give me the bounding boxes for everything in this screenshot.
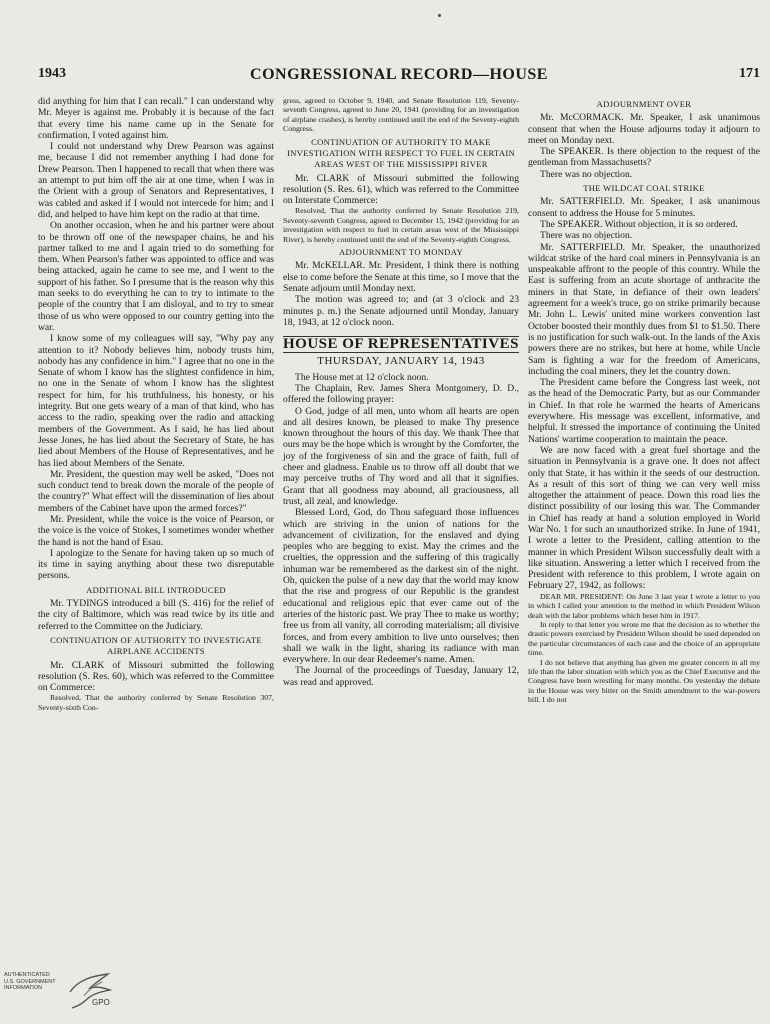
logo-line: INFORMATION xyxy=(4,985,43,991)
page-header xyxy=(38,66,760,86)
paragraph: Mr. CLARK of Missouri submitted the following resolution (S. Res. 60), which was referred to the Committee on Commerce: xyxy=(38,659,274,694)
paragraph: I could not understand why Drew Pearson was against me, because I did not remember anything I had done for Drew Pearson. Then I happened to recall that when there was an attempt to put him off the air at one time, when I was in the Orient with a group of Senators and Representatives, I was cabled and asked if I would not intercede for him; and I did, and helped to have him kept on the radio at that time. xyxy=(38,141,274,220)
resolution-text: gress, agreed to October 9, 1940, and Senate Resolution 119, Seventy-seventh Congress, agreed to June 20, 1941 (providing for an investigation of airplane crashes), is hereby continued until the end of the Seventy-eighth Congress. xyxy=(283,96,519,134)
section-heading: CONTINUATION OF AUTHORITY TO MAKE INVESTIGATION WITH RESPECT TO FUEL IN CERTAIN AREAS WEST OF THE MISSISSIPPI RIVER xyxy=(286,136,516,170)
session-date: THURSDAY, JANUARY 14, 1943 xyxy=(317,355,485,368)
paragraph: The SPEAKER. Is there objection to the request of the gentleman from Massachusetts? xyxy=(528,146,760,169)
paragraph: There was no objection. xyxy=(540,230,633,242)
gpo-authenticated-logo xyxy=(4,970,114,1012)
house-heading: HOUSE OF REPRESENTATIVES xyxy=(283,336,519,353)
header-title: CONGRESSIONAL RECORD—HOUSE xyxy=(250,66,548,83)
section-heading: CONTINUATION OF AUTHORITY TO INVESTIGATE AIRPLANE ACCIDENTS xyxy=(50,634,262,657)
resolution-text: Resolved, That the authority conferred by Senate Resolution 219, Seventy-seventh Congress, agreed to December 15, 1942 (providing for an investigation with respect to fuel in certain areas west of the Mississippi River), is hereby continued until the end of the Seventy-eighth Congress. xyxy=(283,206,519,244)
paragraph: On another occasion, when he and his partner were about to be thrown off one of the newspaper chains, he and his partner talked to me and I again tried to do something for them. When Pearson's father was appointed to office and was being attacked, again he came to see me, and I went to the support of his father. So I presume that is the reason why this man seeks to do everything he can to try to intimate to the people of the country that I am disloyal, and to try to smear those of us who were opposed to our country getting into the war. xyxy=(38,220,274,333)
section-heading: ADJOURNMENT TO MONDAY xyxy=(339,247,463,258)
section-heading: ADJOURNMENT OVER xyxy=(596,99,692,109)
logo-text xyxy=(4,972,56,992)
paragraph: The motion was agreed to; and (at 3 o'clock and 23 minutes p. m.) the Senate adjourned until Monday, January 18, 1943, at 12 o'clock noon. xyxy=(283,294,519,328)
paragraph: did anything for him that I can recall." I can understand why Mr. Meyer is against me. Probably it is because of the fact that every time his name came up in the Senate for confirmation, I voted against him. xyxy=(38,96,274,141)
paragraph: I apologize to the Senate for having taken up so much of its time in saying anything about these two disreputable persons. xyxy=(38,547,274,582)
column-2 xyxy=(283,96,519,688)
letter-text: I do not believe that anything has given me greater concern in all my life than the labor situation with which you as the Chief Executive and the Congress have been wrestling for many months. On yesterday the debate in the House was very bitter on the Smith amendment to the war-powers bill. I do not xyxy=(528,657,760,705)
printer-dot xyxy=(438,14,441,17)
paragraph: I know some of my colleagues will say, "Why pay any attention to it? Nobody believes him, nobody trusts him, nobody has any confidence in him." I agree that no one in the Senate of whom I know has the slightest confidence in him, no one in the Senate of whom I know has the slightest respect for him, for his truthfulness, his honesty, or his integrity. But one gets weary of a man of that kind, who has access to the radio, speaking over the radio and attacking members of the Government. As I said, he has lied about Jesse Jones, he has lied about the Secretary of State, he has lied about Members of the House of Representatives, and he has lied about Members of the Senate. xyxy=(38,333,274,469)
paragraph: Mr. TYDINGS introduced a bill (S. 416) for the relief of the city of Baltimore, which was read twice by its title and referred to the Committee on the Judiciary. xyxy=(38,598,274,632)
paragraph: Mr. CLARK of Missouri submitted the following resolution (S. Res. 61), which was referred to the Committee on Interstate Commerce: xyxy=(283,172,519,207)
logo-line: AUTHENTICATED xyxy=(4,972,50,978)
paragraph: The President came before the Congress last week, not as the head of the Democratic Party, but as our Commander in Chief. In that role he warmed the hearts of Americans everywhere. His message was excellent, informative, and helpful. It stressed the importance of continuing the United Nations' wartime cooperation to maintain the peace. xyxy=(528,377,760,445)
letter-text: DEAR MR. PRESIDENT: On June 3 last year I wrote a letter to you in which I called your attention to the method in which President Wilson dealt with the labor problems which beset him in 1917. xyxy=(528,591,760,620)
paragraph: We are now faced with a great fuel shortage and the situation in Pennsylvania is a grave one. It does not affect only that State, it has within it the seeds of our destruction. As a result of this sort of thing we can very well miss altogether the attainment of peace. Down this road lies the distinct possibility of our losing this war. The Commander in Chief has ready at hand a solution employed in World War No. 1 for such an unauthorized strike. In June of 1941, I wrote a letter to the President, calling attention to the manner in which President Wilson successfully dealt with a like situation. Answering a letter which I received from the President with reference to this problem, I wrote again on February 27, 1942, as follows: xyxy=(528,444,760,592)
gpo-mark: GPO xyxy=(92,998,110,1007)
column-3 xyxy=(528,96,760,705)
paragraph: The SPEAKER. Without objection, it is so ordered. xyxy=(540,218,738,230)
column-1 xyxy=(38,96,274,712)
paragraph: Mr. President, the question may well be asked, "Does not such conduct tend to break down the morale of the people of the country?" What effect will the dissemination of lies about members of the Cabinet have upon the armed forces?" xyxy=(38,468,274,514)
header-page-number: 171 xyxy=(739,66,760,81)
paragraph: Mr. McKELLAR. Mr. President, I think there is nothing else to come before the Senate at this time, so I move that the Senate adjourn until Monday next. xyxy=(283,260,519,294)
prayer-paragraph: O God, judge of all men, unto whom all hearts are open and all desires known, be pleased to make Thy presence known throughout the hours of this day. We thank Thee that ours may be the hope which is wrought by the Comforter, the joy of the forgiveness of sin and the grace of faith, full of cheer and gladness. Enable us to throw off all doubt that we may perceive truths of Thy word and all that it signifies. Grant that all goodness may abound, all graciousness, all trust, all zeal, and knowledge. xyxy=(283,405,519,507)
logo-line: U.S. GOVERNMENT xyxy=(4,978,56,985)
section-heading: ADDITIONAL BILL INTRODUCED xyxy=(86,584,226,595)
paragraph: Mr. SATTERFIELD. Mr. Speaker, I ask unanimous consent to address the House for 5 minutes. xyxy=(528,196,760,219)
paragraph: Mr. SATTERFIELD. Mr. Speaker, the unauthorized wildcat strike of the hard coal miners in Pennsylvania is an unspeakable affront to the people of this country. While the East is suffering from an acute shortage of anthracite the miners in that State, in defiance of their own leaders' agreement for a week's truce, go on strike primarily because Mr. John L. Lewis' united mine workers convention last October boosted their monthly dues from $1 to $1.50. There is no justification for such walk-out. In the lands of the Axis powers there are no strikes, but here at home, while Uncle Sam is fighting a war for the freedom of Americans, including the coal miners, they let the country down. xyxy=(528,241,760,377)
paragraph: The Journal of the proceedings of Tuesday, January 12, was read and approved. xyxy=(283,665,519,688)
section-heading: THE WILDCAT COAL STRIKE xyxy=(583,183,705,194)
resolution-text: Resolved, That the authority conferred by Senate Resolution 307, Seventy-sixth Con- xyxy=(38,693,274,712)
letter-text: In reply to that letter you wrote me that the decision as to whether the drastic powers exercised by President Wilson should be used depended on the particular circumstances of each case and the choice of an appropriate time. xyxy=(528,619,760,658)
paragraph: The Chaplain, Rev. James Shera Montgomery, D. D., offered the following prayer: xyxy=(283,383,519,406)
document-page xyxy=(38,66,760,1011)
paragraph: The House met at 12 o'clock noon. xyxy=(295,371,429,383)
paragraph: Mr. President, while the voice is the voice of Pearson, or the voice is the voice of Stokes, I sometimes wonder whether the hand is not the hand of Esau. xyxy=(38,513,274,548)
header-year: 1943 xyxy=(38,66,66,81)
paragraph: Mr. McCORMACK. Mr. Speaker, I ask unanimous consent that when the House adjourns today it adjourn to meet on Monday next. xyxy=(528,112,760,146)
prayer-paragraph: Blessed Lord, God, do Thou safeguard those influences which are striving in the union of nations for the advancement of civilization, for the enslaved and dying peoples who are begging to exist. May the crimes and the cruelties, the oppression and the suffering of this tragically inhuman war be remembered as the darkest sin of the night. Oh, quicken the pulse of a new day that the world may know that the rise and progress of our Republic is the grandest educational and religious epic that ever came out of the arteries of the historic past. We pray Thee to make us worthy; free us from all vanity, all corroding materialism; all divisive forces, and from every ambition to live unto ourselves; then shall we walk in the light, sharing its radiance with man everywhere. In our dear Redeemer's name. Amen. xyxy=(283,507,519,666)
paragraph: There was no objection. xyxy=(540,168,633,180)
